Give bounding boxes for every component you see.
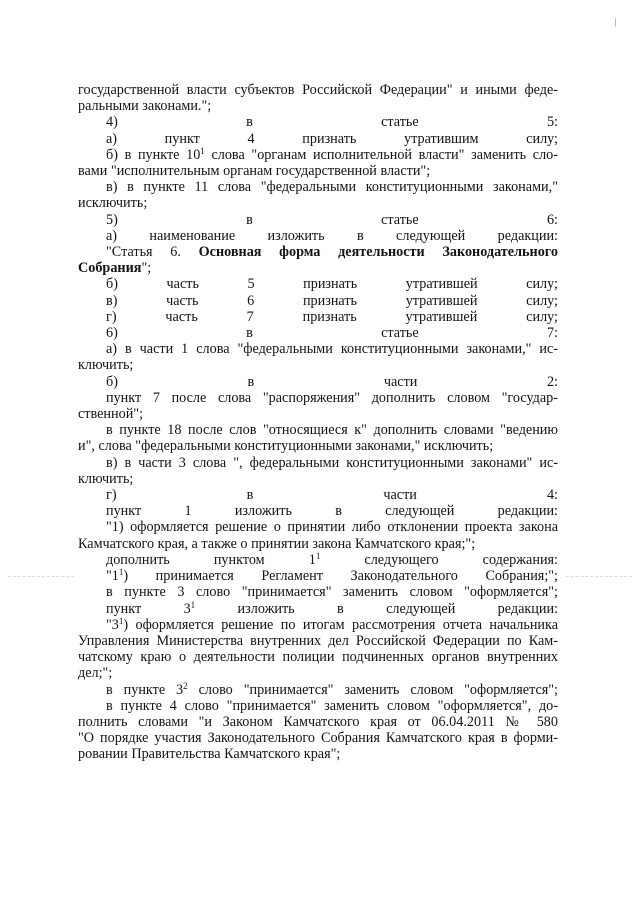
text-line: ключить; bbox=[78, 470, 134, 487]
text-line: пункт $3^1$ изложить в следующей редакции: bbox=[106, 599, 559, 617]
text-line: б) часть 5 признать утратившей силу; bbox=[106, 276, 558, 293]
scan-mark bbox=[615, 18, 616, 27]
text-line: Камчатского края, а также о принятии закона Камчатского края;"; bbox=[78, 535, 476, 552]
text-line: и", слова "федеральными конституционными законами," исключить; bbox=[78, 438, 494, 455]
text-line: г) часть 7 признать утратившей силу; bbox=[106, 308, 558, 325]
text-line: в пункте 4 слово "принимается" заменить словом "оформляется", до- bbox=[106, 697, 558, 714]
text-line: в пункте $3^2$ слово "принимается" заменить словом "оформляется"; bbox=[106, 680, 558, 698]
text-line: "1) оформляется решение о принятии либо отклонении проекта закона bbox=[106, 519, 558, 536]
text-line: государственной власти субъектов Российской Федерации" и иными феде- bbox=[78, 82, 558, 98]
text-line: а) в части 1 слова "федеральными конституционными законами," ис- bbox=[106, 341, 558, 358]
text-line: в) часть 6 признать утратившей силу; bbox=[106, 292, 558, 309]
superscript: 1 bbox=[118, 615, 124, 626]
document-body bbox=[78, 82, 558, 763]
text-line: в) в части 3 слова ", федеральными конституционными законами" ис- bbox=[106, 454, 558, 471]
superscript: 1 bbox=[315, 550, 321, 561]
text-line: г) в части 4: bbox=[106, 487, 558, 504]
text-line: дополнить пунктом $1^1$ следующего содержания: bbox=[106, 550, 558, 568]
text-line: пункт 7 после слова "распоряжения" дополнить словом "государ- bbox=[106, 389, 558, 406]
superscript: 1 bbox=[200, 145, 205, 156]
item-heading: 6) в статье 7: bbox=[106, 325, 558, 342]
bold-article-title: Основная форма деятельности Законодательного bbox=[198, 244, 558, 261]
text-line: дел;"; bbox=[78, 665, 113, 682]
bold-article-title: Собрания bbox=[78, 260, 142, 277]
text-line: а) наименование изложить в следующей редакции: bbox=[106, 227, 558, 244]
text-line: в) в пункте 11 слова "федеральными конституционными законами," bbox=[106, 179, 558, 196]
text-line: исключить; bbox=[78, 195, 148, 212]
text-line: ственной"; bbox=[78, 406, 144, 423]
scan-artifact-right bbox=[566, 576, 632, 578]
item-heading: 5) в статье 6: bbox=[106, 211, 558, 228]
text-line: ральными законами."; bbox=[78, 98, 212, 115]
text-line: в пункте 18 после слов "относящиеся к" дополнить словами "ведению bbox=[106, 422, 558, 439]
item-heading: 4) в статье 5: bbox=[106, 114, 558, 131]
text-line: Управления Министерства внутренних дел Российской Федерации по Кам- bbox=[78, 632, 558, 649]
text-line: ключить; bbox=[78, 357, 134, 374]
text-line: "$3^1$) оформляется решение по итогам рассмотрения отчета начальника bbox=[106, 615, 558, 633]
scan-artifact-left bbox=[8, 576, 74, 578]
text-line: "$1^1$) принимается Регламент Законодательного Собрания;"; bbox=[106, 567, 558, 585]
superscript: 2 bbox=[183, 680, 188, 691]
text-line: ровании Правительства Камчатского края"; bbox=[78, 746, 341, 763]
text-line: б) в пункте $10^1$ слова "органам исполнительной власти" заменить сло- bbox=[106, 145, 558, 163]
article-title-line: "Статья 6. Основная форма деятельности Законодательного bbox=[106, 244, 558, 261]
article-title-line: Собрания"; bbox=[78, 260, 152, 277]
text-line: а) пункт 4 признать утратившим силу; bbox=[106, 130, 558, 147]
text-line: полнить словами "и Законом Камчатского края от 06.04.2011 № 580 bbox=[78, 713, 558, 730]
text-line: в пункте 3 слово "принимается" заменить словом "оформляется"; bbox=[106, 584, 558, 601]
text-line: чатскому краю о деятельности полиции подчиненных органов внутренних bbox=[78, 649, 558, 666]
text-line: "О порядке участия Законодательного Собрания Камчатского края в форми- bbox=[78, 730, 558, 747]
text-line: вами "исполнительным органам государственной власти"; bbox=[78, 163, 431, 180]
text-line: б) в части 2: bbox=[106, 373, 558, 390]
text-line: пункт 1 изложить в следующей редакции: bbox=[106, 503, 558, 520]
superscript: 1 bbox=[118, 567, 124, 578]
superscript: 1 bbox=[190, 599, 196, 610]
